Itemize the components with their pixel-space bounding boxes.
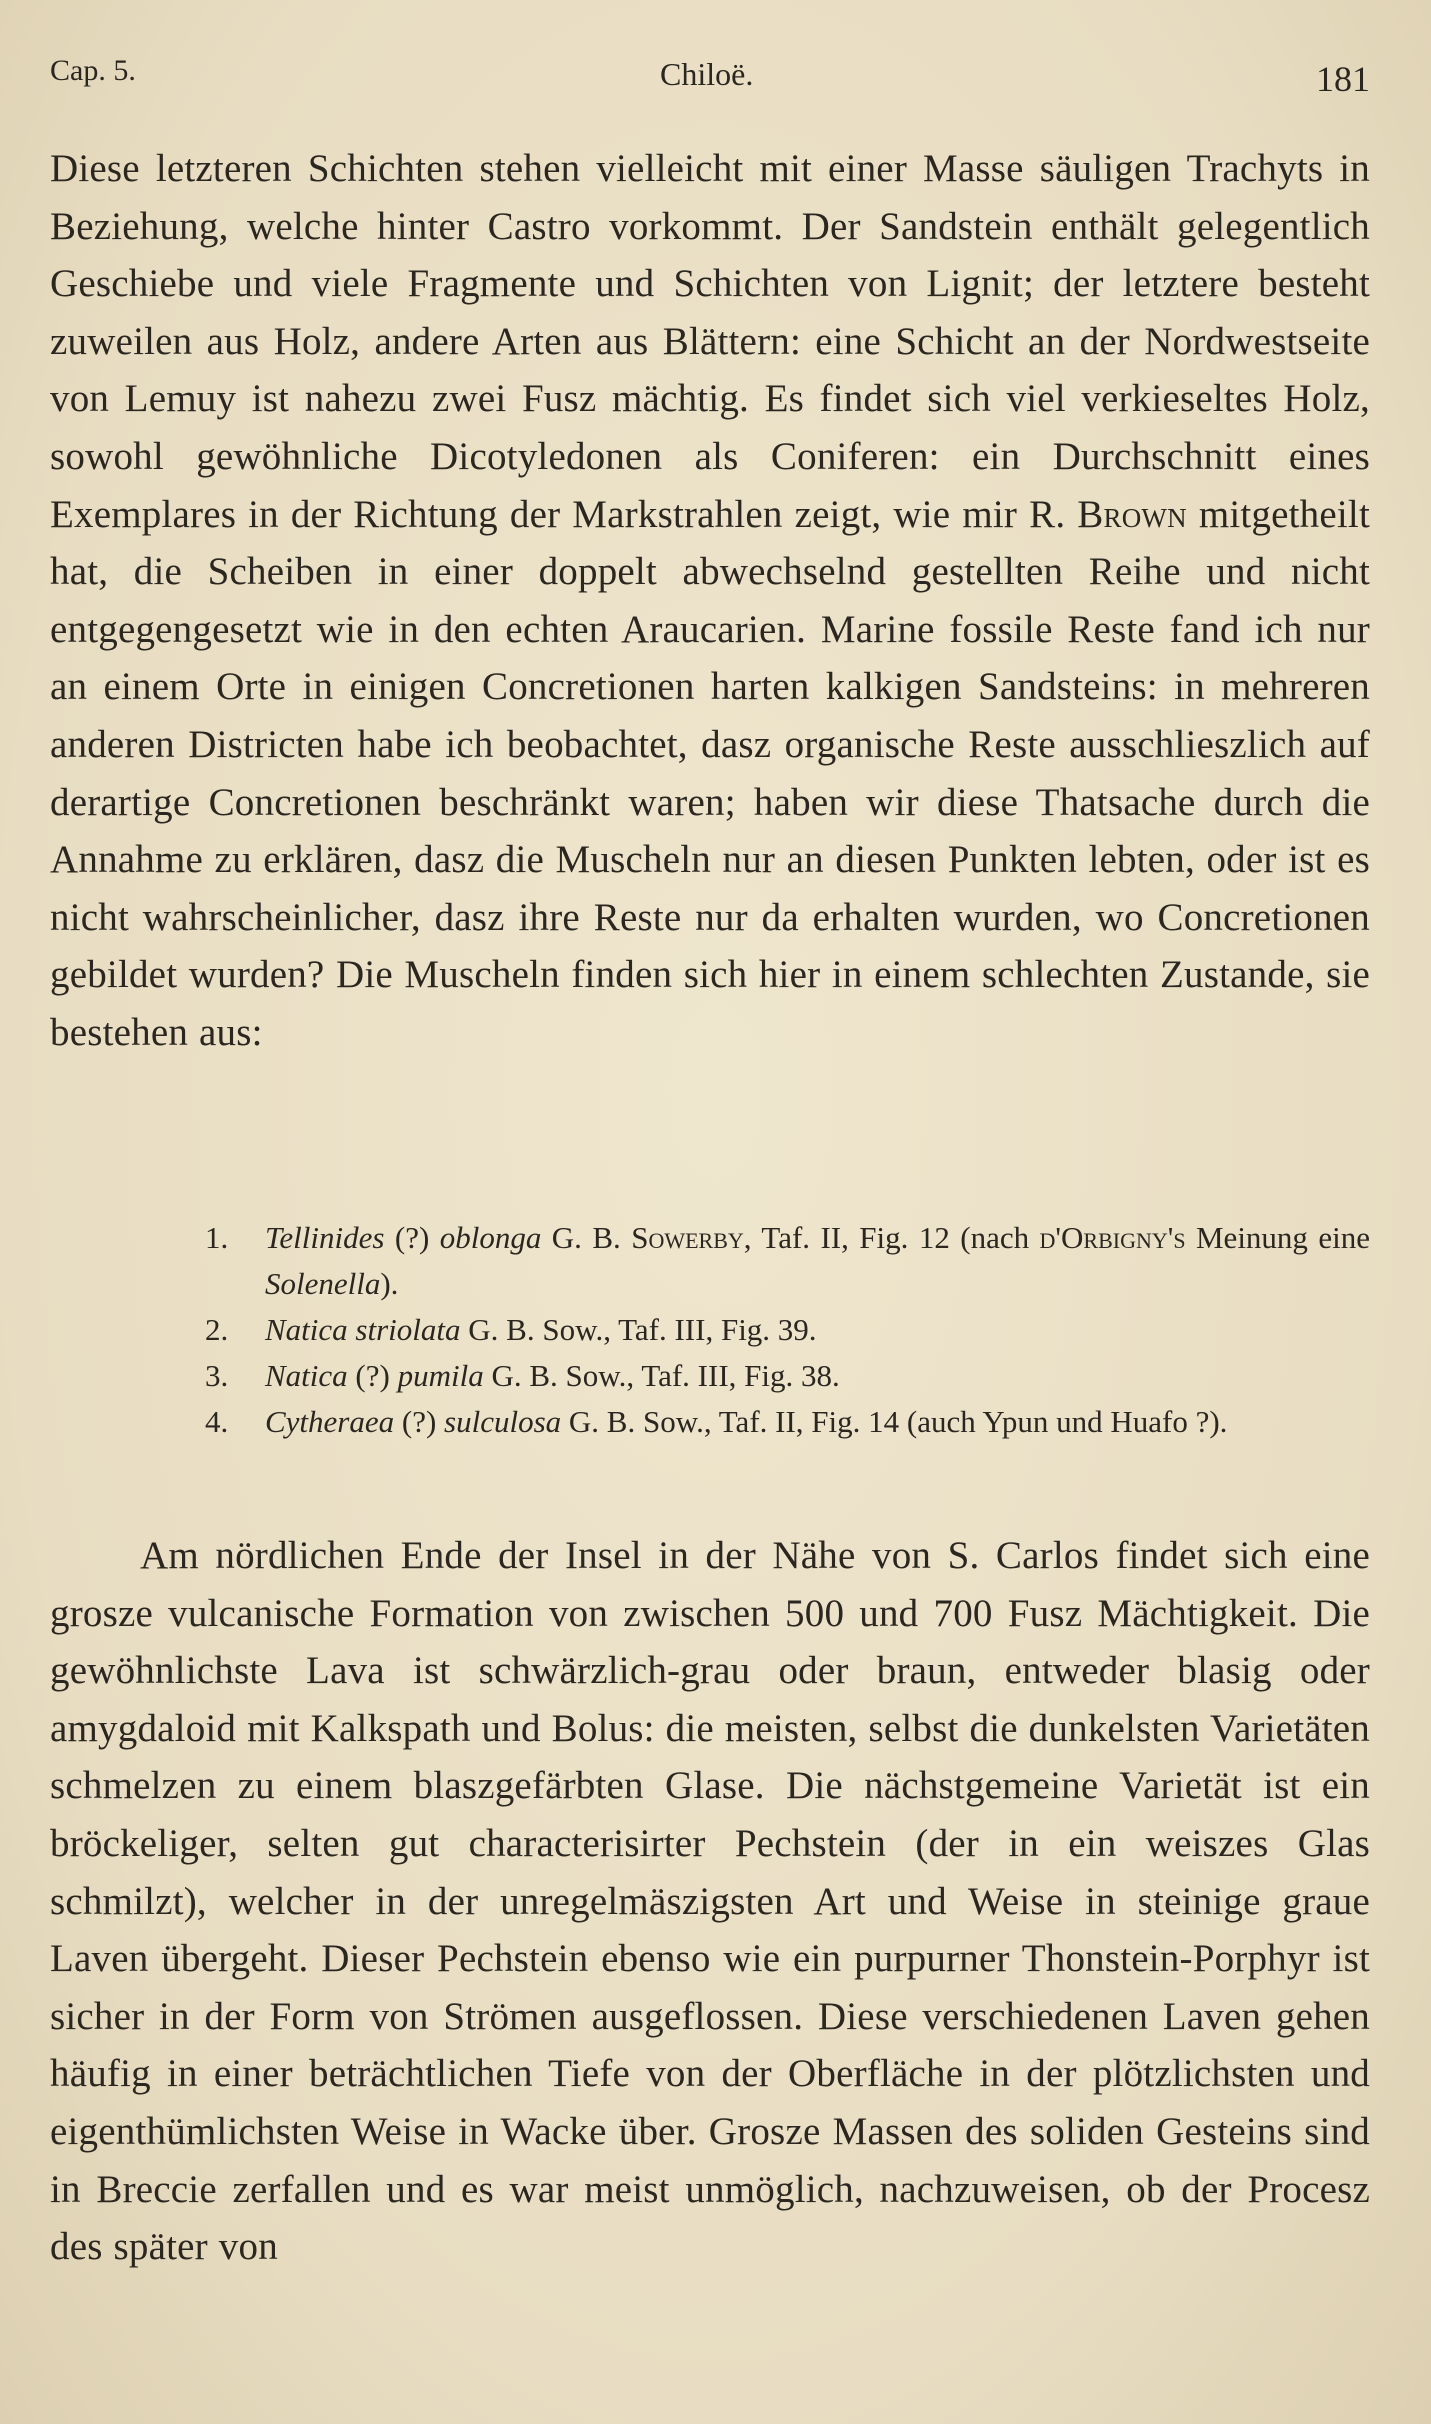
list-number: 3. <box>205 1358 229 1393</box>
reference-text: , Taf. II, Fig. 12 (nach <box>743 1220 1040 1255</box>
genus-name: Natica <box>265 1312 348 1347</box>
list-item <box>50 1307 1370 1353</box>
query-mark: (?) <box>347 1358 398 1393</box>
list-number: 4. <box>205 1404 229 1439</box>
list-number: 2. <box>205 1312 229 1347</box>
genus-name: Solenella <box>265 1266 381 1301</box>
reference-text: G. B. Sow., Taf. III, Fig. 39. <box>460 1312 817 1347</box>
running-header <box>50 50 1370 110</box>
list-number: 1. <box>205 1220 229 1255</box>
fossil-list <box>50 1215 1370 1445</box>
reference-text: G. B. Sow., Taf. II, Fig. 14 (auch Ypun und Huafo ?). <box>561 1404 1228 1439</box>
paragraph-1 <box>50 140 1370 1062</box>
chapter-label: Cap. 5. <box>50 54 136 87</box>
reference-text: G. B. <box>541 1220 632 1255</box>
species-name: oblonga <box>439 1220 542 1255</box>
reference-text: Meinung eine <box>1185 1220 1370 1255</box>
paragraph-2: Am nördlichen Ende der Insel in der Nähe von S. Carlos findet sich eine grosze vulcanische Formation von zwischen 500 und 700 Fusz Mächtigkeit. Die gewöhnlichste Lava ist schwärzlich-grau oder braun, entweder blasig oder amygdaloid mit Kalkspath und Bolus: die meisten, selbst die dunkelsten Varietäten schmelzen zu einem blaszgefärbten Glase. Die nächstgemeine Varietät ist ein bröckeliger, selten gut characterisirter Pechstein (der in ein weiszes Glas schmilzt), welcher in der unregelmäszigsten Art und Weise in steinige graue Laven übergeht. Dieser Pechstein ebenso wie ein purpurner Thonstein-Porphyr ist sicher in der Form von Strömen ausgeflossen. Diese verschiedenen Laven gehen häufig in einer beträchtlichen Tiefe von der Oberfläche in der plötzlichsten und eigenthümlichsten Weise in Wacke über. Grosze Massen des soliden Gesteins sind in Breccie zerfallen und es war meist unmöglich, nachzuweisen, ob der Procesz des später von <box>50 1534 1370 2269</box>
genus-name: Tellinides <box>265 1220 385 1255</box>
page-number: 181 <box>1316 59 1370 99</box>
genus-name: Natica <box>265 1358 348 1393</box>
genus-name: Cytheraea <box>265 1404 395 1439</box>
list-item <box>50 1399 1370 1445</box>
species-name: striolata <box>355 1312 461 1347</box>
author-brown: Brown <box>1077 492 1187 536</box>
list-item <box>50 1215 1370 1307</box>
paragraph-1-text-b: mitgetheilt hat, die Scheiben in einer doppelt abwechselnd gestellten Reihe und nicht entgegengesetzt wie in den echten Araucarien. Marine fossile Reste fand ich nur an einem Orte in einigen Concretionen harten kalkigen Sandsteins: in mehreren anderen Districten habe ich beobachtet, dasz organische Reste ausschlieszlich auf derartige Concretionen beschränkt waren; haben wir diese Thatsache durch die Annahme zu erklären, dasz die Muscheln nur an diesen Punkten lebten, oder ist es nicht wahrscheinlicher, dasz ihre Reste nur da erhalten wurden, wo Concretionen gebildet wurden? Die Muscheln finden sich hier in einem schlechten Zustande, sie bestehen aus: <box>50 492 1370 1054</box>
author-sowerby: Sowerby <box>631 1220 744 1255</box>
paragraph-1-text-a: Diese letzteren Schichten stehen vielleicht mit einer Masse säuligen Trachyts in Beziehung, welche hinter Castro vorkommt. Der Sandstein enthält gelegentlich Geschiebe und viele Fragmente und Schichten von Lignit; der letztere besteht zuweilen aus Holz, andere Arten aus Blättern: eine Schicht an der Nordwestseite von Lemuy ist nahezu zwei Fusz mächtig. Es findet sich viel verkieseltes Holz, sowohl gewöhnliche Dicotyledonen als Coniferen: ein Durchschnitt eines Exemplares in der Richtung der Markstrahlen zeigt, wie mir R. <box>50 147 1370 536</box>
query-mark: (?) <box>384 1220 440 1255</box>
list-item <box>50 1353 1370 1399</box>
reference-text: ). <box>380 1266 399 1301</box>
query-mark: (?) <box>394 1404 445 1439</box>
species-name: sulculosa <box>444 1404 562 1439</box>
species-name: pumila <box>397 1358 484 1393</box>
author-orbigny: d'Orbigny's <box>1039 1220 1186 1255</box>
running-title: Chiloë. <box>660 56 754 92</box>
reference-text: G. B. Sow., Taf. III, Fig. 38. <box>483 1358 840 1393</box>
